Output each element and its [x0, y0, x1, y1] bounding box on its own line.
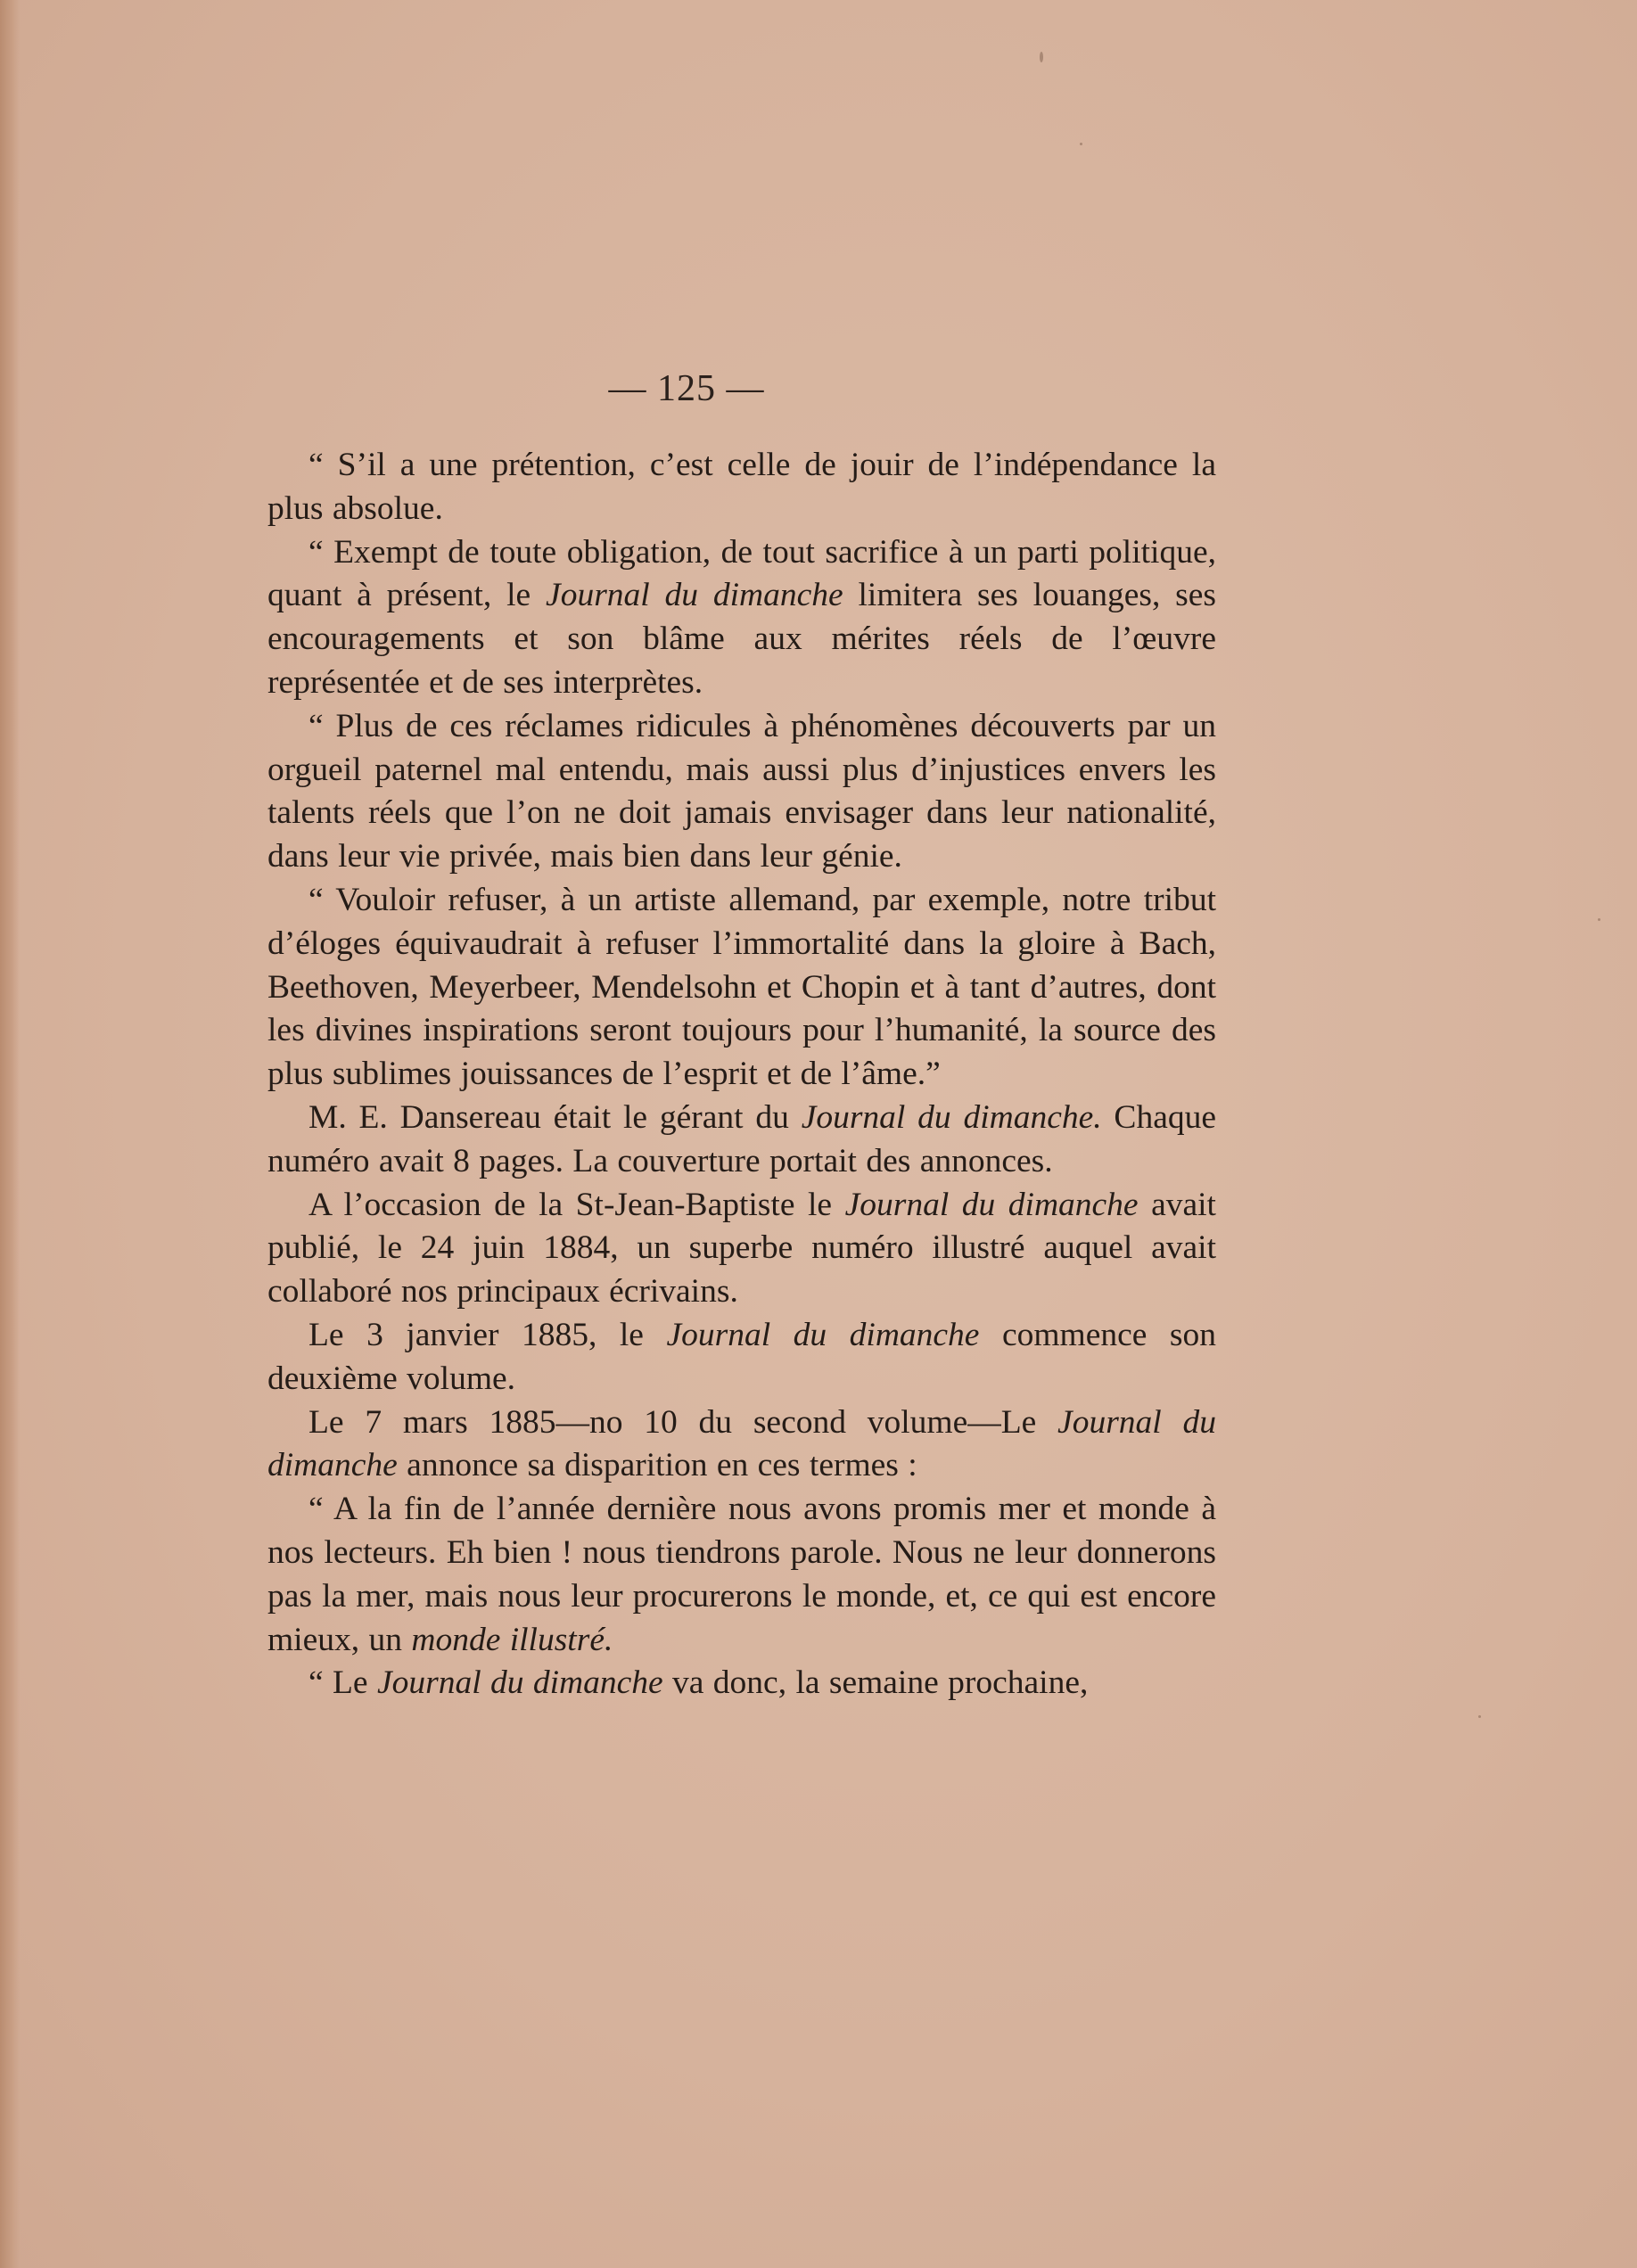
text-segment: “ Le	[308, 1664, 377, 1702]
paragraph	[267, 444, 1216, 531]
text-segment: Le 7 mars 1885—no 10 du second volume—Le	[308, 1403, 1058, 1441]
text-segment: Le 3 janvier 1885, le	[308, 1316, 667, 1353]
text-segment: “ S’il a une prétention, c’est celle de jouir de l’indépendance la plus absolue.	[267, 447, 1216, 527]
paper-speck	[1040, 52, 1043, 62]
text-segment: annonce sa disparition en ces termes :	[397, 1447, 917, 1484]
italic-title: monde illustré.	[411, 1621, 613, 1658]
text-segment: Chaque numéro avait 8 pages. La couverture portait des annonces.	[267, 1098, 1216, 1179]
paragraph	[267, 531, 1216, 705]
paper-speck	[1478, 1715, 1481, 1718]
paper-speck	[1080, 143, 1082, 145]
page-edge-shadow	[0, 0, 20, 2268]
text-segment: M. E. Dansereau était le gérant du	[308, 1098, 802, 1136]
text-segment: commence son deuxième volume.	[267, 1316, 1216, 1397]
italic-title: Journal du dimanche	[267, 1403, 1216, 1484]
paper-speck	[1598, 918, 1600, 921]
text-segment: A l’occasion de la St-Jean-Baptiste le	[308, 1186, 845, 1223]
text-segment: “ A la fin de l’année dernière nous avons promis mer et monde à nos lecteurs. Eh bien ! nous tiendrons parole. Nous ne leur donnerons pas la mer, mais nous leur procurerons le monde, et, ce qui est encore mieux, un	[267, 1491, 1216, 1658]
italic-title: Journal du dimanche	[546, 577, 843, 614]
italic-title: Journal du dimanche	[666, 1316, 980, 1353]
text-segment: “ Vouloir refuser, à un artiste allemand, par exemple, notre tribut d’éloges équivaudrait à refuser l’immortalité dans la gloire à Bach, Beethoven, Meyerbeer, Mendelsohn et Chopin et à tant d’autres, dont les divines inspirations seront toujours pour l’humanité, la source des plus sublimes jouissances de l’esprit et de l’âme.”	[267, 881, 1216, 1093]
text-segment: limitera ses louanges, ses encouragements et son blâme aux mérites réels de l’œuvre représentée et de ses interprètes.	[267, 577, 1216, 701]
italic-title: Journal du dimanche.	[801, 1098, 1102, 1136]
paragraph	[267, 1097, 1216, 1184]
italic-title: Journal du dimanche	[376, 1664, 663, 1702]
paragraph	[267, 705, 1216, 879]
paragraph	[267, 1662, 1216, 1705]
text-segment: “ Exempt de toute obligation, de tout sacrifice à un parti politique, quant à présent, le	[267, 533, 1216, 614]
paragraph	[267, 879, 1216, 1097]
paragraph	[267, 1488, 1216, 1662]
page-number: — 125 —	[608, 368, 765, 409]
body-text	[267, 444, 1216, 1705]
italic-title: Journal du dimanche	[844, 1186, 1139, 1223]
text-segment: va donc, la semaine prochaine,	[662, 1664, 1089, 1702]
text-segment: avait publié, le 24 juin 1884, un superbe numéro illustré auquel avait collaboré nos principaux écrivains.	[267, 1186, 1216, 1311]
paragraph	[267, 1401, 1216, 1489]
paragraph	[267, 1184, 1216, 1314]
text-segment: “ Plus de ces réclames ridicules à phénomènes découverts par un orgueil paternel mal entendu, mais aussi plus d’injustices envers les talents réels que l’on ne doit jamais envisager dans leur nationalité, dans leur vie privée, mais bien dans leur génie.	[267, 707, 1216, 875]
paragraph	[267, 1314, 1216, 1401]
